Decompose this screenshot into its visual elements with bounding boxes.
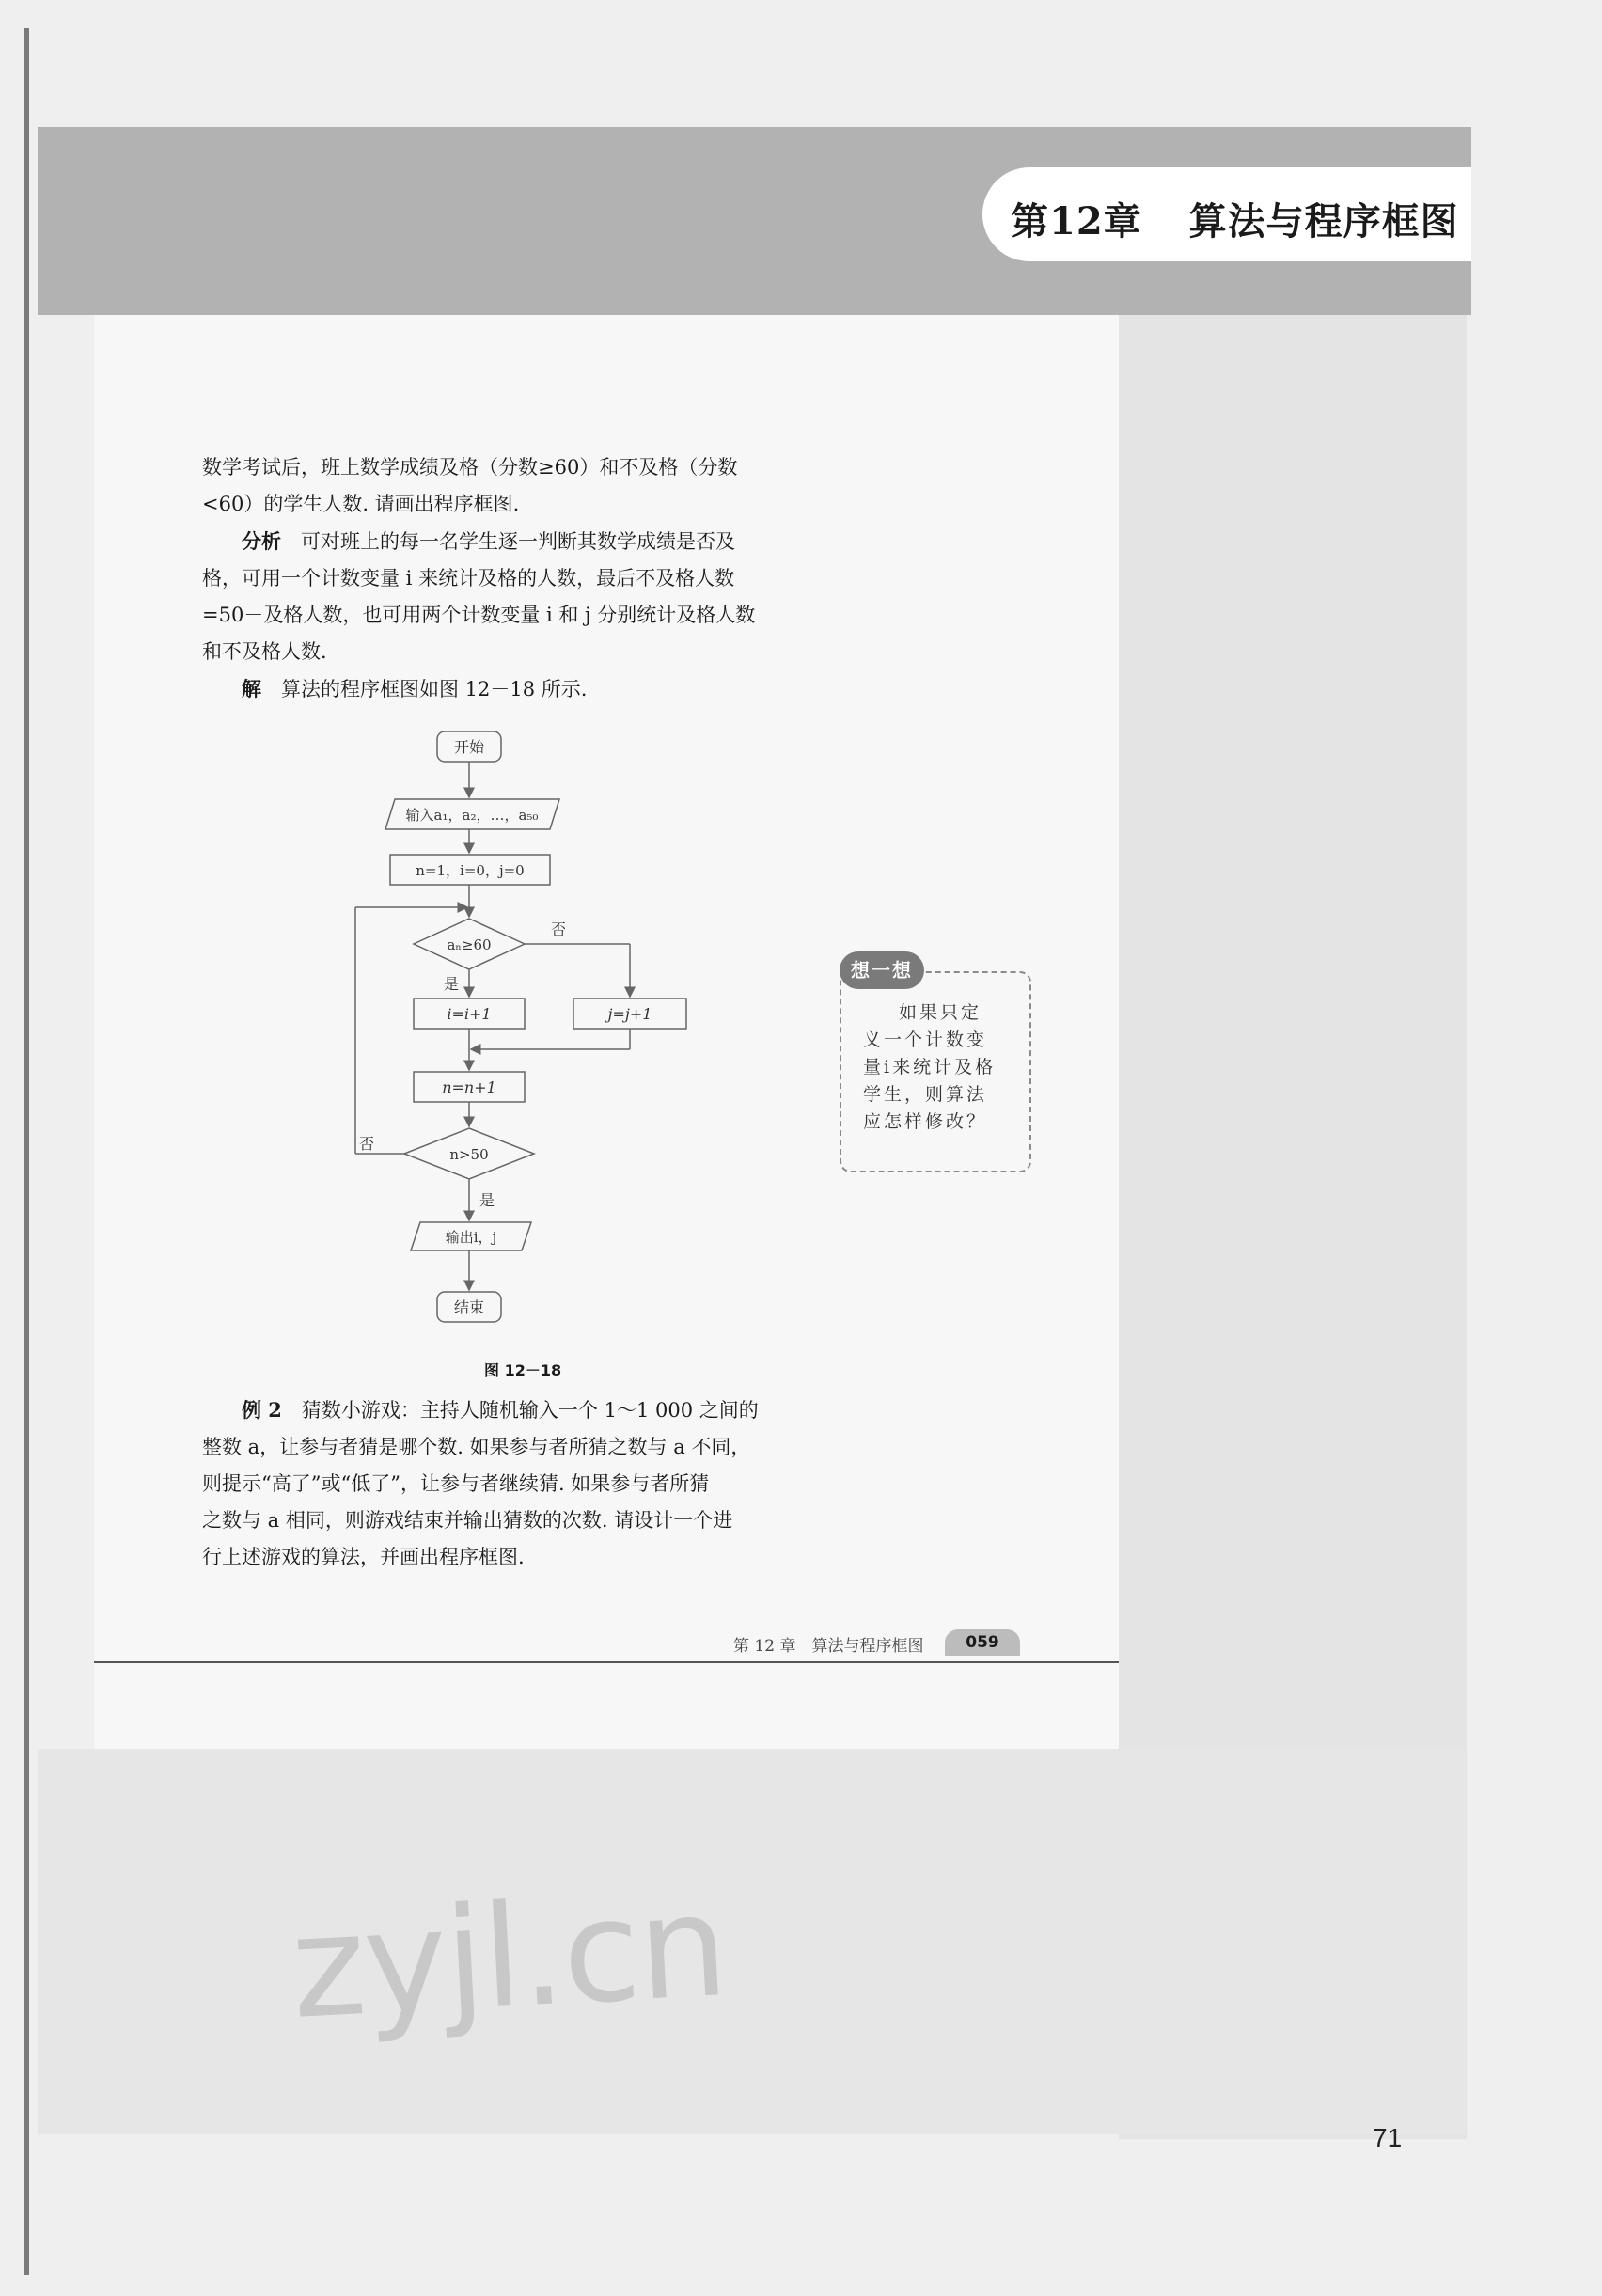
example2-text	[202, 1392, 851, 1576]
chapter-title	[1011, 192, 1459, 245]
think-line: 量i来统计及格	[863, 1057, 997, 1077]
flow-inc-i-label: i=i+1	[447, 1005, 492, 1023]
text-line: 数学考试后，班上数学成绩及格（分数≥60）和不及格（分数	[202, 456, 738, 479]
flow-decision-count-label: n>50	[449, 1146, 489, 1163]
example2-label: 例 2	[242, 1398, 282, 1422]
flow-yes-label: 是	[444, 975, 460, 993]
think-line: 学生，则算法	[863, 1084, 988, 1105]
text-line: 格，可用一个计数变量 i 来统计及格的人数，最后不及格人数	[202, 567, 735, 590]
flow-init-label: n=1，i=0，j=0	[416, 862, 525, 879]
solution-paragraph	[202, 670, 851, 708]
flow-output-label: 输出i，j	[445, 1229, 497, 1246]
text-line: 整数 a，让参与者猜是哪个数. 如果参与者所猜之数与 a 不同，	[202, 1436, 751, 1458]
analysis-paragraph	[202, 523, 851, 560]
solution-label: 解	[242, 677, 261, 700]
chapter-name: 算法与程序框图	[1188, 199, 1459, 244]
flow-decision-score-label: aₙ≥60	[447, 936, 492, 953]
chapter-number: 第12章	[1011, 199, 1142, 244]
think-line: 义一个计数变	[863, 1030, 988, 1050]
watermark: zyjl.cn	[287, 1864, 730, 2051]
page-number: 71	[1373, 2123, 1403, 2152]
flow-no-label: 否	[551, 920, 567, 938]
think-badge: 想一想	[840, 951, 924, 989]
think-line: 应怎样修改？	[863, 1111, 988, 1132]
flow-inc-n-label: n=n+1	[442, 1078, 496, 1096]
example2-paragraph	[202, 1392, 851, 1429]
text-line: <60）的学生人数. 请画出程序框图.	[202, 493, 520, 515]
text-line: 猜数小游戏：主持人随机输入一个 1～1 000 之间的	[301, 1399, 759, 1422]
think-line: 如果只定	[899, 1002, 982, 1023]
background-panel-bottom	[38, 1749, 1467, 2134]
flow-yes-label: 是	[479, 1191, 495, 1209]
text-line: 则提示“高了”或“低了”，让参与者继续猜. 如果参与者所猜	[202, 1472, 710, 1495]
text-line: 行上述游戏的算法，并画出程序框图.	[202, 1546, 525, 1568]
text-line: 算法的程序框图如图 12－18 所示.	[281, 678, 588, 700]
problem-text	[202, 449, 851, 708]
flow-inc-j-label: j=j+1	[607, 1005, 652, 1023]
footer-inner-page-number: 059	[945, 1629, 1020, 1656]
scan-left-edge	[24, 28, 29, 2275]
text-line: 之数与 a 相同，则游戏结束并输出猜数的次数. 请设计一个进	[202, 1509, 733, 1532]
think-text	[863, 999, 1009, 1136]
footer-chapter: 第 12 章 算法与程序框图	[733, 1637, 924, 1656]
text-line: =50－及格人数，也可用两个计数变量 i 和 j 分别统计及格人数	[202, 604, 756, 626]
flow-end-label: 结束	[453, 1298, 485, 1316]
figure-caption: 图 12－18	[484, 1361, 562, 1379]
flow-no-label: 否	[359, 1135, 375, 1153]
flow-input-label: 输入a₁，a₂，…，a₅₀	[405, 807, 539, 824]
flowchart	[338, 724, 865, 1345]
analysis-label: 分析	[242, 529, 281, 553]
text-line: 和不及格人数.	[202, 640, 327, 663]
flow-start-label: 开始	[453, 738, 485, 756]
text-line: 可对班上的每一名学生逐一判断其数学成绩是否及	[301, 530, 735, 553]
footer-rule	[94, 1661, 1119, 1663]
